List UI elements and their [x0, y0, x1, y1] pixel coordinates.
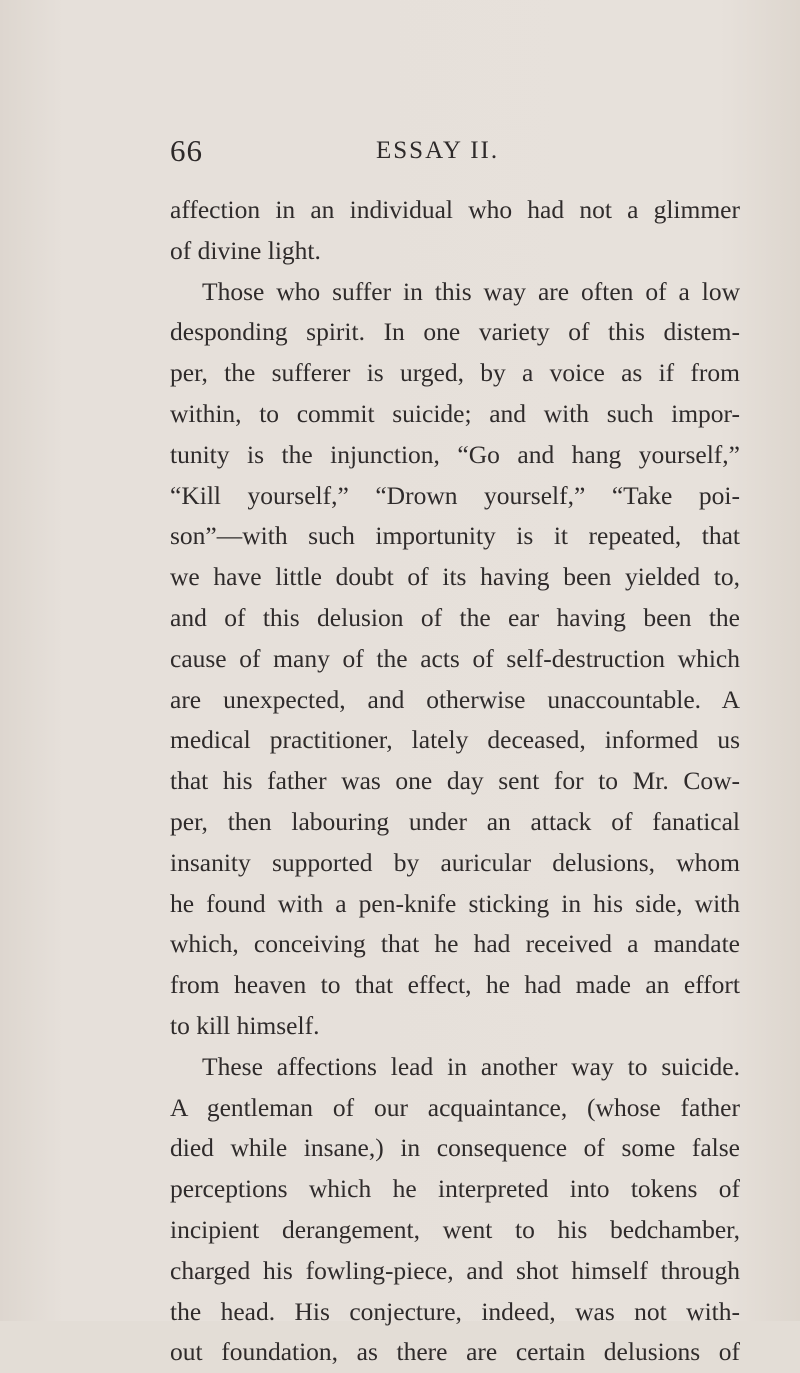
running-head: [170, 133, 750, 173]
text-line: that his father was one day sent for to Mr. Cow-: [170, 766, 740, 796]
text-line: These affections lead in another way to suicide.: [202, 1051, 740, 1081]
body-text: [170, 190, 740, 1373]
text-line: incipient derangement, went to his bedchamber,: [170, 1214, 740, 1244]
text-line: tunity is the injunction, “Go and hang yourself,”: [170, 439, 740, 469]
text-line: are unexpected, and otherwise unaccountable. A: [170, 684, 740, 714]
text-line: which, conceiving that he had received a mandate: [170, 929, 740, 959]
text-line: and of this delusion of the ear having been the: [170, 602, 740, 632]
text-line: from heaven to that effect, he had made an effort: [170, 970, 740, 1000]
text-line: cause of many of the acts of self-destruction which: [170, 643, 740, 673]
text-line: desponding spirit. In one variety of this distem-: [170, 317, 740, 347]
paragraph: [170, 272, 740, 1047]
text-line: out foundation, as there are certain delusions of: [170, 1337, 740, 1367]
text-line: the head. His conjecture, indeed, was not with-: [170, 1296, 740, 1326]
text-line: charged his fowling-piece, and shot himself through: [170, 1255, 740, 1285]
text-line: affection in an individual who had not a glimmer: [170, 195, 740, 224]
text-line: of divine light.: [170, 235, 321, 265]
text-line: per, the sufferer is urged, by a voice as if from: [170, 358, 740, 388]
page-number: 66: [170, 133, 203, 168]
text-line: died while insane,) in consequence of some false: [170, 1133, 740, 1163]
text-line: A gentleman of our acquaintance, (whose father: [170, 1092, 740, 1122]
text-line: son”—with such importunity is it repeated, that: [170, 521, 740, 551]
text-line: he found with a pen-knife sticking in his side, with: [170, 888, 740, 918]
text-line: “Kill yourself,” “Drown yourself,” “Take poi-: [170, 480, 740, 510]
text-line: we have little doubt of its having been yielded to,: [170, 562, 740, 592]
text-line: per, then labouring under an attack of fanatical: [170, 806, 740, 836]
section-title: ESSAY II.: [376, 137, 500, 164]
text-line: perceptions which he interpreted into tokens of: [170, 1174, 740, 1204]
text-line: medical practitioner, lately deceased, informed us: [170, 725, 740, 755]
text-line: insanity supported by auricular delusions, whom: [170, 847, 740, 877]
text-line: Those who suffer in this way are often of a low: [202, 276, 740, 306]
text-line: to kill himself.: [170, 1010, 320, 1040]
paragraph: [170, 1047, 740, 1373]
paragraph: [170, 190, 740, 272]
text-line: within, to commit suicide; and with such impor-: [170, 398, 740, 428]
